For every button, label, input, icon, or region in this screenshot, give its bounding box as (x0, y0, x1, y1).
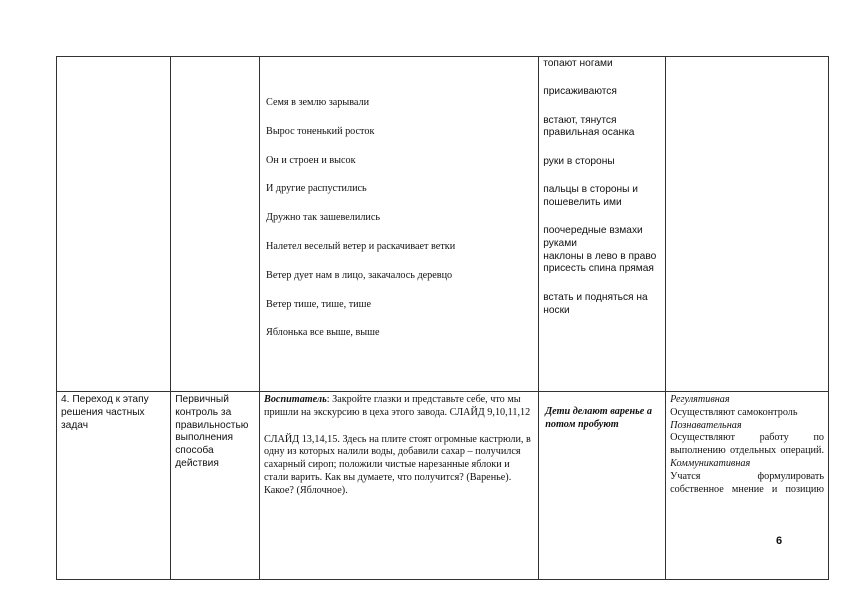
regulative-text: Осуществляют самоконтроль (670, 406, 798, 418)
regulative-title: Регулятивная (670, 394, 730, 405)
movements-cell (539, 57, 666, 392)
movement-item: руки в стороны (543, 155, 615, 167)
teacher-cell (260, 392, 539, 580)
communicative-title: Коммуникативная (670, 457, 751, 469)
poem-line: Семя в землю зарывали (266, 97, 370, 108)
poem-line: И другие распустились (266, 183, 367, 195)
table-row (57, 57, 829, 392)
poem-line: Он и строен и высок (266, 154, 356, 166)
teacher-text: : Закройте глазки и представьте себе, что мы пришли на экскурсию в цеха этого завода. СЛАЙД 9,10,11,12 (264, 394, 531, 418)
movement-item: топают ногами (543, 58, 613, 69)
stage-cell: 4. Переход к этапу решения частных задач (57, 392, 171, 580)
movement-item: пальцы в стороны и пошевелить ими (543, 183, 638, 208)
communicative-text: Учатся формулировать собственное мнение и позицию (670, 470, 824, 495)
poem-line: Яблонька все выше, выше (266, 327, 380, 339)
teacher-slides-text: СЛАЙД 13,14,15. Здесь на плите стоят огромные кастрюли, в одну из которых налили воды, добавили сахар – получился сахарный сироп; положили чистые нарезанные яблоки и стали варить. Как вы думаете, что получится? (Варенье). Какое? (Яблочное). (264, 433, 531, 496)
poem-line: Дружно так зашевелились (266, 212, 381, 224)
movement-item: присаживаются (543, 86, 617, 98)
stage-cell-empty (57, 57, 171, 392)
movement-item: встают, тянутся правильная осанка (543, 114, 635, 139)
cognitive-title: Познавательная (670, 419, 742, 431)
table-row (57, 392, 829, 580)
teacher-label: Воспитатель (264, 394, 327, 405)
movement-item: поочередные взмахи руками (543, 225, 643, 249)
poem-line: Налетел веселый ветер и раскачивает ветки (266, 240, 456, 252)
uud-cell (666, 392, 829, 580)
movement-item: наклоны в лево в право (543, 250, 657, 262)
control-cell-empty (171, 57, 260, 392)
children-cell: Дети делают варенье а потом пробуют (539, 392, 666, 580)
page-number: 6 (776, 535, 783, 547)
movement-item: присесть спина прямая (543, 263, 654, 275)
poem-line: Вырос тоненький росток (266, 125, 375, 137)
poem-cell (260, 57, 539, 392)
poem-line: Ветер тише, тише, тише (266, 298, 371, 310)
poem-line: Ветер дует нам в лицо, закачалось деревцо (266, 269, 453, 281)
cognitive-text: Осуществляют работу по выполнению отдельных операций. (670, 432, 824, 457)
lesson-table (56, 56, 829, 580)
teacher-paragraph (264, 394, 534, 420)
control-cell: Первичный контроль за правильностью выполнения способа действия (171, 392, 260, 580)
uud-cell-empty (666, 57, 829, 392)
movement-item: встать и подняться на носки (543, 291, 648, 316)
